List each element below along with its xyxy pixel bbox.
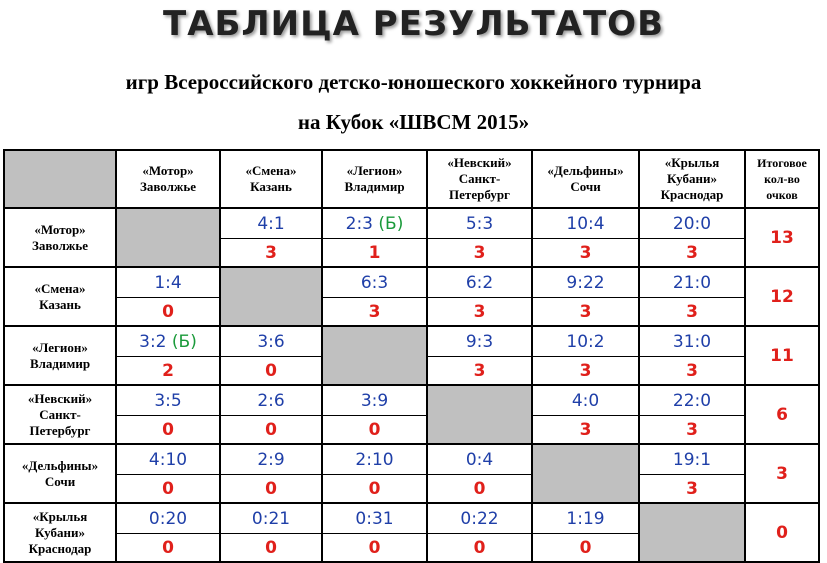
match-points: 3 [639,416,745,445]
match-points: 3 [639,239,745,268]
match-points: 2 [116,357,220,386]
match-score: 2:10 [322,444,427,475]
match-score: 0:21 [220,503,322,534]
bonus-mark: (Б) [378,213,404,234]
column-header-team: «Смена» Казань [220,150,322,208]
empty-diagonal-cell [322,326,427,385]
match-score: 1:19 [532,503,639,534]
match-score: 0:22 [427,503,532,534]
column-header-team: «Дельфины» Сочи [532,150,639,208]
match-score: 0:4 [427,444,532,475]
match-points: 0 [220,534,322,563]
column-header-total: Итоговое кол-во очков [745,150,819,208]
match-points: 0 [220,475,322,504]
match-score: 4:10 [116,444,220,475]
match-score: 4:0 [532,385,639,416]
column-header-team: «Невский» Санкт- Петербург [427,150,532,208]
match-score: 0:20 [116,503,220,534]
table-row [4,208,819,239]
match-points: 3 [427,298,532,327]
empty-diagonal-cell [427,385,532,444]
row-header-team: «Дельфины» Сочи [4,444,116,503]
match-points: 0 [322,416,427,445]
match-points: 3 [639,475,745,504]
match-points: 0 [322,534,427,563]
match-points: 3 [532,239,639,268]
match-score: 6:2 [427,267,532,298]
match-points: 3 [532,416,639,445]
row-header-team: «Смена» Казань [4,267,116,326]
match-score: 3:5 [116,385,220,416]
table-row [4,267,819,298]
table-row [4,444,819,475]
match-points: 1 [322,239,427,268]
match-points: 0 [427,475,532,504]
match-points: 3 [639,298,745,327]
table-row [4,385,819,416]
match-score: 2:3 (Б) [322,208,427,239]
match-points: 0 [116,416,220,445]
match-score: 21:0 [639,267,745,298]
match-points: 0 [116,534,220,563]
column-header-team: «Легион» Владимир [322,150,427,208]
match-score: 3:2 (Б) [116,326,220,357]
total-points: 3 [745,444,819,503]
bonus-mark: (Б) [171,331,197,352]
match-score: 5:3 [427,208,532,239]
match-points: 3 [427,357,532,386]
empty-diagonal-cell [116,208,220,267]
row-header-team: «Мотор» Заволжье [4,208,116,267]
match-points: 3 [532,298,639,327]
match-score: 0:31 [322,503,427,534]
corner-cell [4,150,116,208]
empty-diagonal-cell [532,444,639,503]
column-header-team: «Крылья Кубани» Краснодар [639,150,745,208]
table-row [4,503,819,534]
match-score: 10:2 [532,326,639,357]
match-score: 22:0 [639,385,745,416]
total-points: 6 [745,385,819,444]
table-row [4,326,819,357]
match-score: 31:0 [639,326,745,357]
match-score: 20:0 [639,208,745,239]
match-points: 0 [532,534,639,563]
match-score: 1:4 [116,267,220,298]
match-points: 3 [532,357,639,386]
row-header-team: «Крылья Кубани» Краснодар [4,503,116,562]
total-points: 13 [745,208,819,267]
match-score: 2:9 [220,444,322,475]
match-points: 3 [427,239,532,268]
match-points: 0 [220,416,322,445]
results-table [3,149,820,563]
empty-diagonal-cell [220,267,322,326]
subtitle-line-2: на Кубок «ШВСМ 2015» [297,110,530,134]
match-score: 3:6 [220,326,322,357]
match-score: 19:1 [639,444,745,475]
match-points: 0 [220,357,322,386]
match-score: 9:22 [532,267,639,298]
page-title: ТАБЛИЦА РЕЗУЛЬТАТОВ [163,4,664,44]
match-score: 6:3 [322,267,427,298]
subtitle-line-1: игр Всероссийского детско-юношеского хоккейного турнира [125,70,702,94]
match-points: 0 [427,534,532,563]
match-score: 9:3 [427,326,532,357]
match-score: 2:6 [220,385,322,416]
match-points: 3 [639,357,745,386]
match-points: 3 [322,298,427,327]
match-score: 4:1 [220,208,322,239]
total-points: 0 [745,503,819,562]
table-row-points [4,416,819,445]
total-points: 11 [745,326,819,385]
row-header-team: «Невский» Санкт- Петербург [4,385,116,444]
match-points: 3 [220,239,322,268]
match-score: 10:4 [532,208,639,239]
table-row-points [4,298,819,327]
match-points: 0 [116,298,220,327]
table-row-points [4,475,819,504]
column-header-team: «Мотор» Заволжье [116,150,220,208]
total-points: 12 [745,267,819,326]
match-score: 3:9 [322,385,427,416]
row-header-team: «Легион» Владимир [4,326,116,385]
match-points: 0 [116,475,220,504]
match-points: 0 [322,475,427,504]
empty-diagonal-cell [639,503,745,562]
